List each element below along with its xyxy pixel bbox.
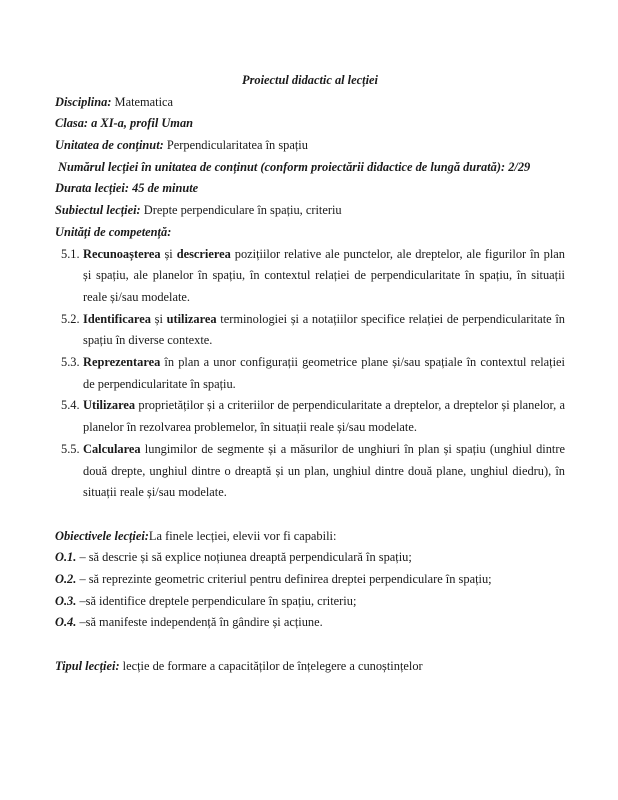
competency-verb: Identificarea xyxy=(83,311,151,326)
competency-number: 5.4. xyxy=(61,398,80,413)
competency-text: proprietăților și a criteriilor de perpendicularitate a dreptelor, a dreptelor și planelor, a planelor în rezolvarea problemelor, în situații reale și/sau modelate. xyxy=(83,398,565,435)
competency-item xyxy=(55,352,565,395)
objective-item xyxy=(55,547,565,569)
spacer xyxy=(55,634,565,656)
field-label: Subiectul lecției: xyxy=(55,203,141,218)
field-lesson-number xyxy=(55,157,565,179)
competency-item xyxy=(55,439,565,504)
field-class xyxy=(55,113,565,135)
field-value: Drepte perpendiculare în spațiu, criteriu xyxy=(140,203,342,218)
field-label: Durata lecției: 45 de minute xyxy=(55,181,199,196)
objective-label: O.4. xyxy=(55,615,77,630)
document-title: Proiectul didactic al lecției xyxy=(242,73,378,87)
objective-text: – să reprezinte geometric criteriul pentru definirea dreptei perpendiculare în spațiu; xyxy=(76,572,492,586)
spacer xyxy=(55,504,565,526)
competency-number: 5.5. xyxy=(61,441,80,456)
field-label: Unități de competență: xyxy=(55,224,172,239)
field-label: Unitatea de conținut: xyxy=(55,138,164,153)
competency-text: terminologiei și a notațiilor specifice relației de perpendicularitate în spațiu în diverse contexte. xyxy=(83,311,565,348)
objective-label: O.1. xyxy=(55,550,77,565)
competency-verb: Calcularea xyxy=(83,441,141,456)
field-subject xyxy=(55,200,565,222)
objective-item xyxy=(55,591,565,613)
objective-text: – să descrie și să explice noțiunea dreaptă perpendiculară în spațiu; xyxy=(76,550,412,565)
objectives-label: Obiectivele lecției: xyxy=(55,528,149,543)
field-value: Matematica xyxy=(111,94,174,109)
competency-text: în plan a unor configurații geometrice plane și/sau spațiale în contextul relației de perpendicularitate în spațiu. xyxy=(83,355,565,391)
objective-label: O.2. xyxy=(55,572,77,586)
competency-text: lungimilor de segmente și a măsurilor de unghiuri în plan și spațiu (unghiul dintre două drepte, unghiul dintre o dreaptă și un plan, unghiul dintre două plane, unghiul diedru), în situații reale și/sau modelate. xyxy=(83,441,565,500)
objective-item xyxy=(55,569,565,591)
objective-item xyxy=(55,612,565,634)
competency-text: și xyxy=(160,246,177,261)
field-content-unit xyxy=(55,135,565,157)
competency-text: și xyxy=(150,311,167,326)
field-label: Numărul lecției în unitatea de conținut (conform proiectării didactice de lungă durată): 2/29 xyxy=(58,159,531,174)
objective-text: –să manifeste independență în gândire și acțiune. xyxy=(76,615,323,630)
field-label: Clasa: a XI-a, profil Uman xyxy=(55,116,194,131)
competency-number: 5.2. xyxy=(61,311,80,326)
competency-verb: Reprezentarea xyxy=(83,355,161,370)
field-duration xyxy=(55,178,565,200)
document-page xyxy=(55,70,565,677)
objectives-text: La finele lecției, elevii vor fi capabili: xyxy=(148,528,337,543)
lesson-type-label: Tipul lecției: xyxy=(55,658,120,673)
competency-item xyxy=(55,309,565,352)
lesson-type xyxy=(55,656,565,678)
objectives-intro xyxy=(55,526,565,548)
objective-label: O.3. xyxy=(55,593,77,608)
competency-verb: Utilizarea xyxy=(83,398,136,413)
field-discipline xyxy=(55,92,565,114)
objective-text: –să identifice dreptele perpendiculare în spațiu, criteriu; xyxy=(76,593,357,608)
field-competencies-heading xyxy=(55,222,565,244)
competency-number: 5.1. xyxy=(61,246,80,261)
competency-verb: utilizarea xyxy=(166,311,217,326)
competency-list xyxy=(55,244,565,504)
lesson-type-value: lecție de formare a capacităților de înțelegere a cunoștințelor xyxy=(119,658,423,673)
competency-number: 5.3. xyxy=(61,355,80,370)
competency-item xyxy=(55,244,565,309)
field-label: Disciplina: xyxy=(55,94,112,109)
competency-item xyxy=(55,395,565,438)
field-value: Perpendicularitatea în spațiu xyxy=(163,138,308,153)
competency-verb: Recunoașterea xyxy=(83,246,161,261)
competency-text: pozițiilor relative ale punctelor, ale dreptelor, ale figurilor în plan și spațiu, ale planelor în spațiu, în contextul relației de perpendicularitate în spațiu, în situații reale și/sau modelate. xyxy=(83,246,565,304)
competency-verb: descrierea xyxy=(176,246,231,261)
